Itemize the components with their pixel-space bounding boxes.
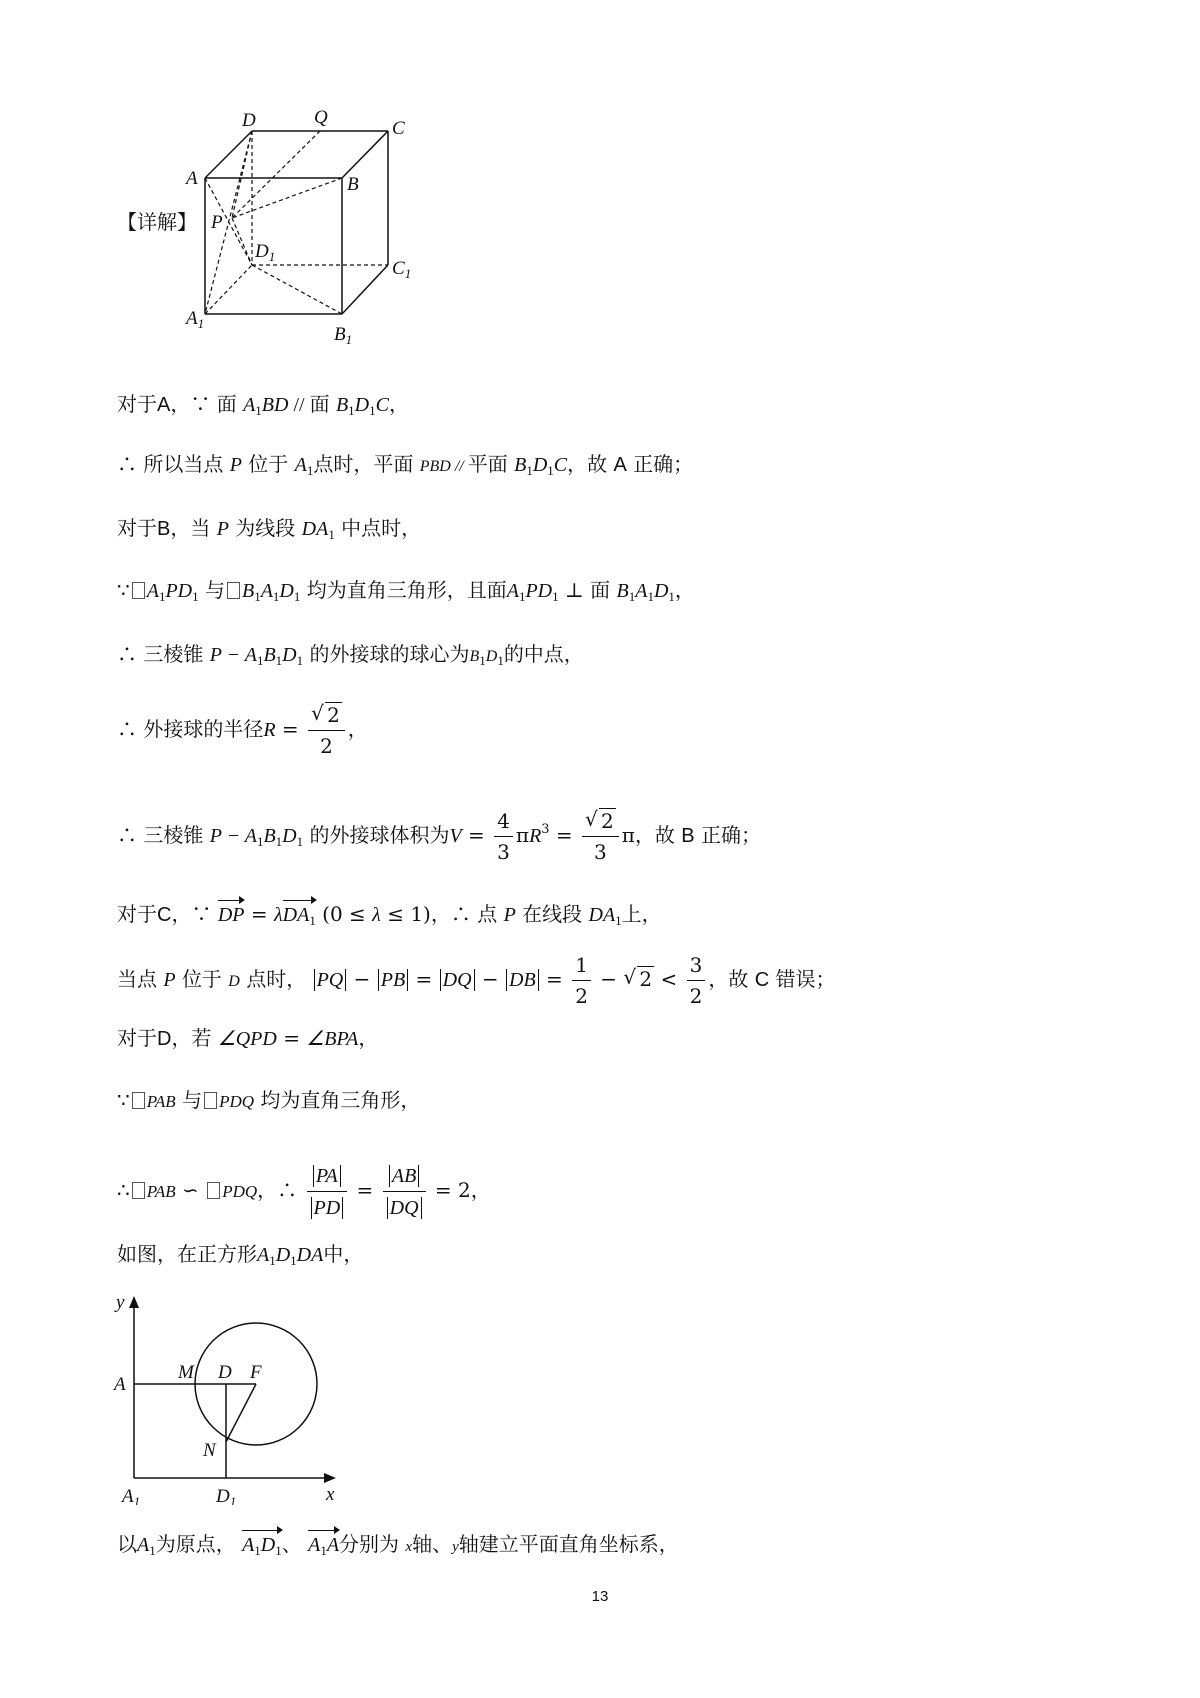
line-option-c: 对于C，∵ DP = λDA$_1$ (0 ≤ λ ≤ 1)，∴ 点 P 在线段 $DA_1$上， <box>117 900 662 935</box>
detail-label: 【详解】 <box>117 210 197 234</box>
line-option-b: 对于B，当 P 为线段 $DA_1$ 中点时， <box>117 516 422 542</box>
vertex-b1: $B_1$ <box>334 324 353 347</box>
line-similar-ratio: ∴ PAB ∽ PDQ，∴ $\frac{PA}{PD}$ = $\frac{AB}{DQ}$ = 2， <box>117 1160 491 1223</box>
square-figure <box>108 1290 368 1505</box>
line-c-computation: 当点 P 位于 D 点时， PQ − PB = DQ − DB = $\frac{1}{2}$ − √ 2 < $\frac{3}{2}$ ，故 C 错误； <box>117 950 836 1011</box>
page-number: 13 <box>591 1588 609 1605</box>
point-label-d1: $D_1$ <box>216 1486 237 1505</box>
vertex-q: Q <box>314 108 328 128</box>
line-right-triangles: ∵ $A_1PD_1$ 与 $B_1A_1D_1$ 均为直角三角形，且面$A_1PD_1$ ⊥ 面 $B_1A_1D_1$， <box>117 578 695 604</box>
point-label-f: F <box>250 1362 262 1383</box>
vertex-b: B <box>347 174 359 195</box>
line-sphere-center: ∴ 三棱锥 $P - A_1B_1D_1$ 的外接球的球心为$B_1D_1$的中点， <box>117 642 584 668</box>
axis-label-y: y <box>116 1292 125 1313</box>
vertex-d: D <box>242 110 256 131</box>
vertex-a1: $A_1$ <box>186 308 205 331</box>
point-label-a: A <box>114 1374 126 1395</box>
line-option-a: 对于A，∵ 面 $A_1BD$ // 面 $B_1D_1C$， <box>117 392 409 418</box>
line-square: 如图，在正方形$A_1D_1DA$中， <box>117 1242 364 1268</box>
point-label-d: D <box>218 1362 232 1383</box>
line-a-conclusion: ∴ 所以当点 P 位于 $A_1$点时，平面 PBD // 平面 $B_1D_1C$，故 A 正确； <box>117 452 694 478</box>
line-coordinate-system: 以$A_1$为原点， $A_1D_1$、 $A_1A$分别为 x轴、y轴建立平面直角坐标系， <box>117 1530 679 1565</box>
vertex-p: P <box>211 212 223 233</box>
vertex-d1: $D_1$ <box>255 241 276 264</box>
point-label-n: N <box>203 1440 216 1461</box>
point-label-a1: $A_1$ <box>122 1486 141 1505</box>
line-volume: ∴ 三棱锥 $P - A_1B_1D_1$ 的外接球体积为V = $\frac{4}{3}$ $\pi R^3$ = √ $\frac{2}{3}$ π，故 B 正确； <box>117 806 761 867</box>
point-label-m: M <box>178 1362 194 1383</box>
line-radius: ∴ 外接球的半径R = √ $\frac{2}{2}$ ， <box>117 700 368 761</box>
cube-figure <box>180 108 430 358</box>
axis-label-x: x <box>326 1484 335 1505</box>
line-d-triangles: ∵ PAB 与 PDQ 均为直角三角形， <box>117 1088 421 1112</box>
vertex-c1: $C_1$ <box>392 258 412 281</box>
vertex-c: C <box>392 118 405 139</box>
vertex-a: A <box>186 168 198 189</box>
line-option-d: 对于D，若 ∠QPD = ∠BPA， <box>117 1026 379 1050</box>
